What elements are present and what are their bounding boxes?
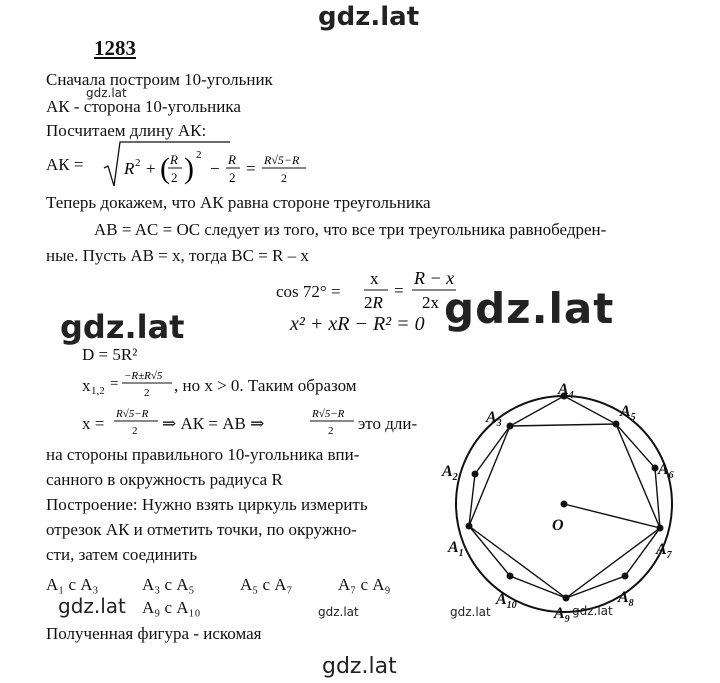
text-line-7: ные. Пусть AB = x, тогда BC = R – x xyxy=(46,246,309,265)
svg-text:+: + xyxy=(146,159,156,178)
pair-4: A₇ с A₉ xyxy=(338,575,391,594)
pair-1: A₁ с A₃ xyxy=(46,575,99,594)
svg-text:R√5−R: R√5−R xyxy=(312,408,345,420)
pair-5: A₉ с A₁₀ xyxy=(142,598,201,617)
svg-text:R − x: R − x xyxy=(414,268,455,288)
svg-text:R√5−R: R√5−R xyxy=(116,408,149,420)
watermark-figure-left: gdz.lat xyxy=(450,605,491,619)
discriminant: D = 5R² xyxy=(82,345,138,364)
decagon-figure xyxy=(440,378,690,625)
text-line-2: АК - сторона 10-угольника xyxy=(46,97,241,116)
text-line-6: AB = AC = OC следует из того, что все три треугольника равнобедрен- xyxy=(94,220,607,239)
label-a8: $A_8$ xyxy=(618,589,634,609)
svg-text:R: R xyxy=(124,159,135,178)
x-result-mid: ⇒ АК = AB ⇒ xyxy=(162,414,265,433)
label-a7: $A_7$ xyxy=(656,541,672,561)
text-line-inscribed: санного в окружность радиуса R xyxy=(46,470,283,489)
watermark-large-right: gdz.lat xyxy=(440,284,618,333)
svg-text:): ) xyxy=(184,152,194,185)
watermark-figure-mid: gdz.lat xyxy=(572,604,613,618)
svg-text:2: 2 xyxy=(132,425,138,437)
svg-text:(: ( xyxy=(160,152,170,185)
svg-text:R: R xyxy=(170,152,178,167)
watermark-top: gdz.lat xyxy=(318,2,420,32)
svg-text:2: 2 xyxy=(328,425,334,437)
svg-text:R√5−R: R√5−R xyxy=(264,153,300,167)
watermark-large-left: gdz.lat xyxy=(60,308,185,346)
svg-text:=: = xyxy=(110,376,119,392)
svg-text:2: 2 xyxy=(281,171,287,185)
svg-text:2: 2 xyxy=(196,149,202,161)
text-line-mark: отрезок АК и отметить точки, по окружно- xyxy=(46,520,357,539)
svg-text:2: 2 xyxy=(144,387,150,399)
pair-2: A₃ с A₅ xyxy=(142,575,195,594)
svg-text:R: R xyxy=(228,152,236,167)
ak-formula-prefix: АК = xyxy=(46,155,84,174)
x-result-suffix: это дли- xyxy=(358,414,418,433)
label-a6: $A_6$ xyxy=(658,461,674,481)
svg-text:=: = xyxy=(394,281,404,300)
roots-subscript: 1,2 xyxy=(91,385,105,397)
svg-text:x: x xyxy=(370,269,379,288)
roots-x: x xyxy=(82,376,91,395)
svg-text:−: − xyxy=(210,159,220,178)
svg-text:2: 2 xyxy=(135,157,141,169)
problem-number: 1283 xyxy=(94,36,136,60)
x-result-prefix: x = xyxy=(82,414,105,433)
svg-text:2x: 2x xyxy=(422,293,439,312)
label-a5: $A_5$ xyxy=(620,403,636,423)
watermark-bottom-left: gdz.lat xyxy=(58,594,126,618)
pair-3: A₅ с A₇ xyxy=(240,575,293,594)
svg-text:2: 2 xyxy=(229,170,236,185)
text-line-1: Сначала построим 10-угольник xyxy=(46,70,273,89)
text-line-join: сти, затем соединить xyxy=(46,545,198,564)
label-a1: $A_1$ xyxy=(448,539,464,559)
svg-text:−R±R√5: −R±R√5 xyxy=(124,370,163,382)
label-a4: $A_4$ xyxy=(558,381,574,401)
pentagon-outline xyxy=(469,424,660,598)
watermark-bottom-mid: gdz.lat xyxy=(318,605,359,619)
label-center-o: O xyxy=(552,517,564,534)
text-line-5: Теперь докажем, что АК равна стороне треугольника xyxy=(46,193,431,212)
ak-formula-math xyxy=(102,138,362,190)
quadratic-equation: x² + xR − R² = 0 xyxy=(290,313,425,335)
cos-fraction xyxy=(362,264,542,314)
cos-prefix: cos 72° = xyxy=(276,282,341,301)
radius-line xyxy=(564,504,660,528)
text-line-side: на стороны правильного 10-угольника впи- xyxy=(46,445,360,464)
text-line-3: Посчитаем длину АК: xyxy=(46,121,207,140)
label-a2: $A_2$ xyxy=(442,463,458,483)
svg-text:2R: 2R xyxy=(364,293,383,312)
svg-text:=: = xyxy=(246,159,256,178)
text-result: Полученная фигура - искомая xyxy=(46,624,262,643)
watermark-bottom: gdz.lat xyxy=(322,654,397,679)
label-a9: $A_9$ xyxy=(554,605,570,625)
watermark-small: gdz.lat xyxy=(86,86,127,100)
text-line-construction: Построение: Нужно взять циркуль измерить xyxy=(46,495,368,514)
roots-suffix: , но x > 0. Таким образом xyxy=(174,376,357,395)
svg-text:2: 2 xyxy=(171,170,178,185)
label-a10: $A_{10}$ xyxy=(496,591,517,611)
label-a3: $A_3$ xyxy=(486,409,502,429)
